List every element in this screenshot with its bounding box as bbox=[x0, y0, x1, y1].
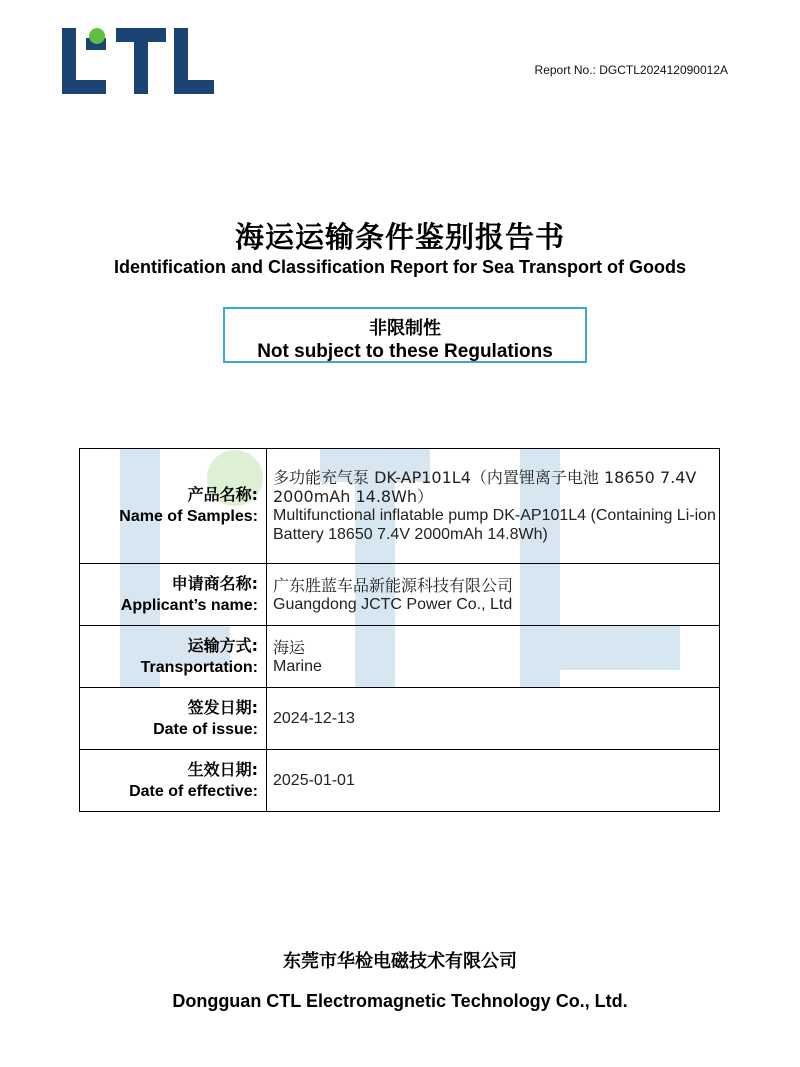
report-title-cn: 海运运输条件鉴别报告书 bbox=[234, 220, 565, 254]
label-cell bbox=[80, 750, 267, 812]
value-cell bbox=[267, 564, 720, 626]
value-en: Guangdong JCTC Power Co., Ltd bbox=[273, 595, 513, 613]
regulation-en: Not subject to these Regulations bbox=[257, 341, 553, 362]
report-number-value: DGCTL202412090012A bbox=[599, 63, 728, 77]
ctl-logo-mark bbox=[62, 28, 214, 94]
label-en: Date of effective: bbox=[129, 782, 258, 800]
company-name-cn: 东莞市华检电磁技术有限公司 bbox=[283, 951, 517, 972]
label-en: Name of Samples: bbox=[119, 508, 258, 525]
date-of-issue-value: 2024-12-13 bbox=[273, 710, 355, 727]
label-en: Applicant’s name: bbox=[120, 596, 258, 614]
table-row bbox=[80, 449, 720, 564]
report-number bbox=[535, 63, 728, 77]
value-cell bbox=[267, 626, 720, 688]
value-cn: 多功能充气泵 DK-AP101L4（内置锂离子电池 18650 7.4V 2000mAh 14.8Wh） bbox=[273, 468, 697, 506]
label-cell bbox=[80, 688, 267, 750]
label-cn: 运输方式: bbox=[187, 635, 258, 655]
regulation-cn: 非限制性 bbox=[369, 318, 441, 339]
label-cell bbox=[80, 564, 267, 626]
company-name-en: Dongguan CTL Electromagnetic Technology Co., Ltd. bbox=[172, 991, 628, 1011]
table-row bbox=[80, 564, 720, 626]
value-en: Multifunctional inflatable pump DK-AP101L4 (Containing Li-ion Battery 18650 7.4V 2000mAh 14.8Wh) bbox=[273, 507, 716, 543]
green-dot-icon bbox=[89, 28, 105, 44]
value-cell bbox=[267, 449, 720, 564]
label-en: Transportation: bbox=[140, 658, 258, 676]
regulation-box bbox=[223, 307, 587, 363]
value-cell bbox=[267, 750, 720, 812]
table-row bbox=[80, 626, 720, 688]
label-cell bbox=[80, 449, 267, 564]
label-cn: 申请商名称: bbox=[171, 573, 258, 593]
label-cn: 生效日期: bbox=[187, 759, 258, 779]
label-cn: 产品名称: bbox=[187, 485, 258, 504]
table-row bbox=[80, 750, 720, 812]
date-of-effective-value: 2025-01-01 bbox=[273, 772, 355, 789]
label-cell bbox=[80, 626, 267, 688]
report-title-en: Identification and Classification Report for Sea Transport of Goods bbox=[113, 257, 687, 277]
report-number-label: Report No.: bbox=[534, 63, 596, 77]
table-row bbox=[80, 688, 720, 750]
label-cn: 签发日期: bbox=[187, 697, 258, 717]
value-en: Marine bbox=[273, 657, 322, 675]
value-cell bbox=[267, 688, 720, 750]
value-cn: 海运 bbox=[273, 637, 306, 657]
value-cn: 广东胜蓝车品新能源科技有限公司 bbox=[273, 575, 514, 595]
ctl-logo bbox=[62, 28, 214, 94]
label-en: Date of issue: bbox=[153, 720, 258, 738]
info-table bbox=[79, 448, 720, 812]
